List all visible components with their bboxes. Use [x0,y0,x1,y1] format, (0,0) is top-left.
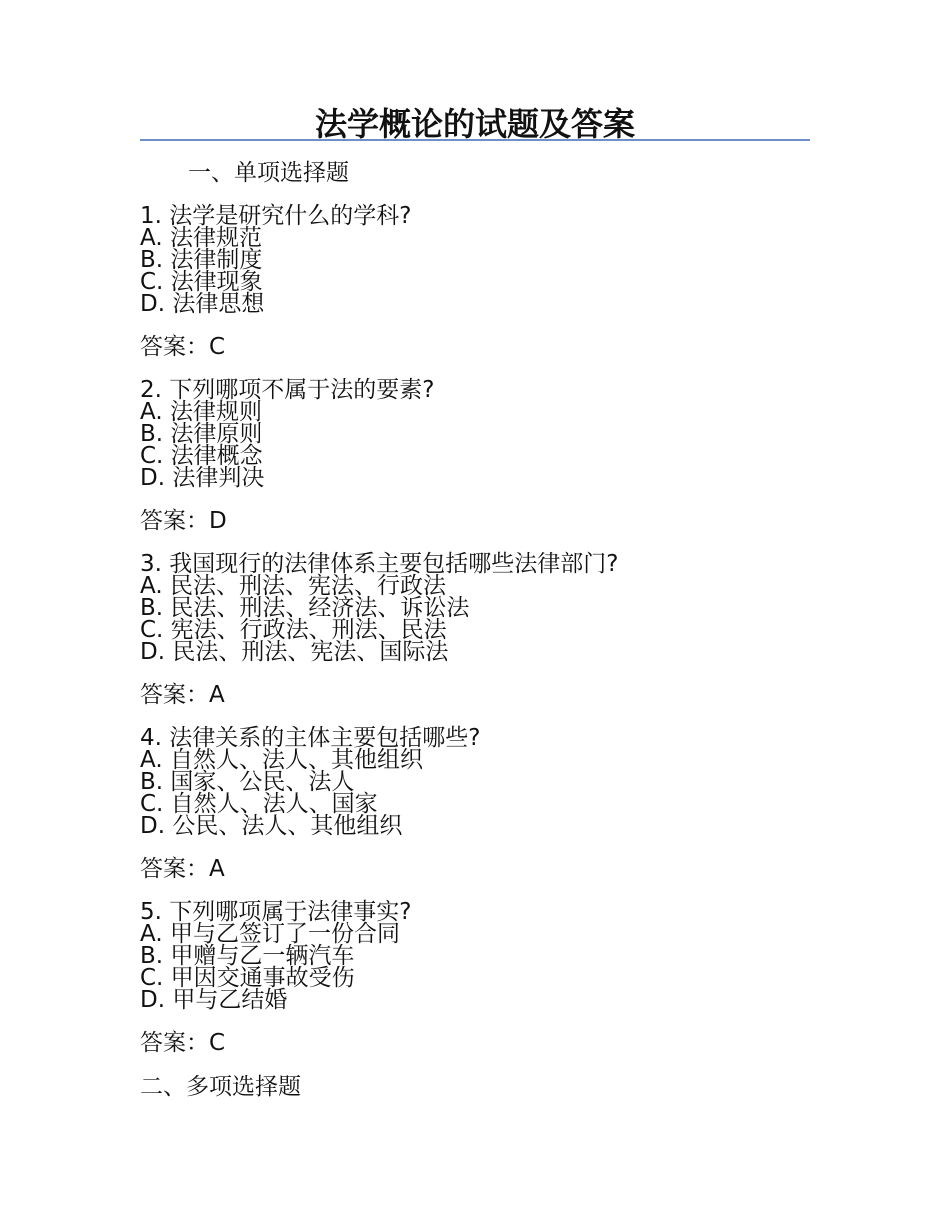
option-a: A. 法律规则 [140,399,262,425]
question-text: 3. 我国现行的法律体系主要包括哪些法律部门? [140,551,619,577]
question-text: 2. 下列哪项不属于法的要素? [140,377,435,403]
question-block [140,205,411,315]
answer-text: 答案：A [140,682,225,708]
section-heading-multiple-choice: 二、多项选择题 [140,1074,301,1100]
question-text: 4. 法律关系的主体主要包括哪些? [140,725,481,751]
option-c: C. 宪法、行政法、刑法、民法 [140,617,447,643]
option-b: B. 民法、刑法、经济法、诉讼法 [140,595,470,621]
option-a: A. 甲与乙签订了一份合同 [140,921,400,947]
option-d: D. 法律判决 [140,465,265,491]
option-c: C. 自然人、法人、国家 [140,791,378,817]
answer-text: 答案：A [140,856,225,882]
option-b: B. 国家、公民、法人 [140,769,355,795]
question-block [140,727,480,837]
option-b: B. 法律原则 [140,421,263,447]
answer-text: 答案：D [140,508,227,534]
option-c: C. 法律概念 [140,443,263,469]
option-d: D. 法律思想 [140,291,265,317]
question-block [140,553,618,663]
option-a: A. 民法、刑法、宪法、行政法 [140,573,446,599]
option-d: D. 公民、法人、其他组织 [140,813,403,839]
document-title: 法学概论的试题及答案 [314,105,635,143]
option-c: C. 法律现象 [140,269,263,295]
option-b: B. 法律制度 [140,247,263,273]
option-c: C. 甲因交通事故受伤 [140,965,355,991]
option-a: A. 自然人、法人、其他组织 [140,747,423,773]
question-text: 1. 法学是研究什么的学科? [140,203,412,229]
option-b: B. 甲赠与乙一辆汽车 [140,943,355,969]
question-block [140,379,434,489]
option-a: A. 法律规范 [140,225,262,251]
title-underline [140,139,810,141]
question-text: 5. 下列哪项属于法律事实? [140,899,412,925]
answer-text: 答案：C [140,1030,226,1056]
section-heading-single-choice: 一、单项选择题 [188,160,349,186]
option-d: D. 甲与乙结婚 [140,987,288,1013]
option-d: D. 民法、刑法、宪法、国际法 [140,639,449,665]
question-block [140,901,411,1011]
answer-text: 答案：C [140,334,226,360]
